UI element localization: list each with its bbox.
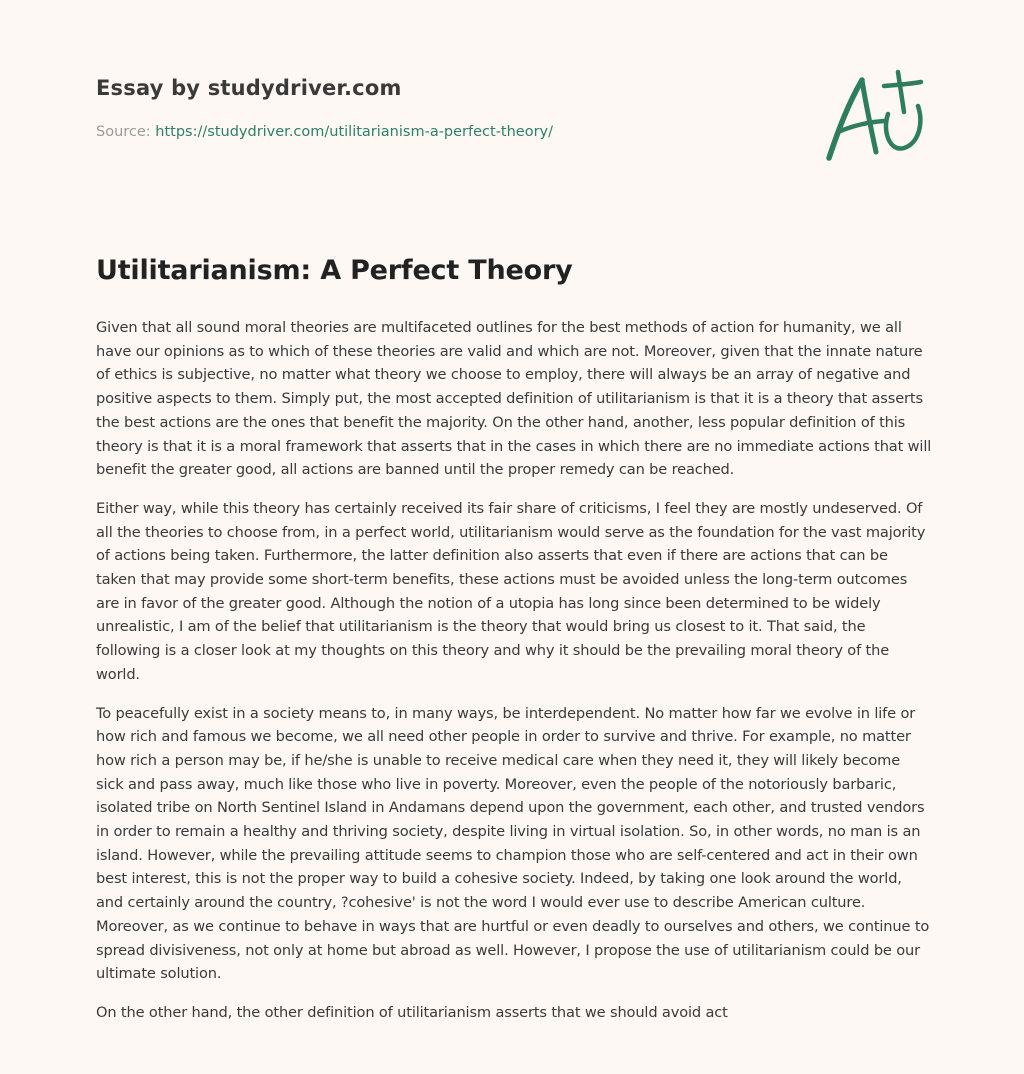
- essay-body: [96, 316, 932, 1040]
- essay-title: Utilitarianism: A Perfect Theory: [96, 255, 573, 286]
- essay-paragraph: Either way, while this theory has certainly received its fair share of criticisms, I feel they are mostly undeserved. Of all the theories to choose from, in a perfect world, utilitarianism would serve as the foundation for the vast majority of actions being taken. Furthermore, the latter definition also asserts that even if there are actions that can be taken that may provide some short-term benefits, these actions must be avoided unless the long-term outcomes are in favor of the greater good. Although the notion of a utopia has long since been determined to be widely unrealistic, I am of the belief that utilitarianism is the theory that would bring us closest to it. That said, the following is a closer look at my thoughts on this theory and why it should be the prevailing moral theory of the world.: [96, 499, 926, 683]
- a-plus-grade-icon: [818, 66, 930, 166]
- site-brand: Essay by studydriver.com: [96, 76, 402, 100]
- essay-paragraph: Given that all sound moral theories are multifaceted outlines for the best methods of action for humanity, we all have our opinions as to which of these theories are valid and which are not. Moreover, given that the innate nature of ethics is subjective, no matter what theory we choose to employ, there will always be an array of negative and positive aspects to them. Simply put, the most accepted definition of utilitarianism is that it is a theory that asserts the best actions are the ones that benefit the majority. On the other hand, another, less popular definition of this theory is that it is a moral framework that asserts that in the cases in which there are no immediate actions that will benefit the greater good, all actions are banned until the proper remedy can be reached.: [96, 319, 932, 479]
- essay-paragraph: On the other hand, the other definition of utilitarianism asserts that we should avoid act: [96, 1003, 728, 1021]
- source-label: Source:: [96, 124, 151, 140]
- source-line: [96, 124, 553, 140]
- source-link[interactable]: https://studydriver.com/utilitarianism-a-perfect-theory/: [155, 124, 554, 140]
- essay-paragraph: To peacefully exist in a society means to, in many ways, be interdependent. No matter how far we evolve in life or how rich and famous we become, we all need other people in order to survive and thrive. For example, no matter how rich a person may be, if he/she is unable to receive medical care when they need it, they will likely become sick and pass away, much like those who live in poverty. Moreover, even the people of the notoriously barbaric, isolated tribe on North Sentinel Island in Andamans depend upon the government, each other, and trusted vendors in order to remain a healthy and thriving society, despite living in virtual isolation. So, in other words, no man is an island. However, while the prevailing attitude seems to champion those who are self-centered and act in their own best interest, this is not the proper way to build a cohesive society. Indeed, by taking one look around the world, and certainly around the country, ?cohesive' is not the word I would ever use to describe American culture. Moreover, as we continue to behave in ways that are hurtful or even deadly to ourselves and others, we continue to spread divisiveness, not only at home but abroad as well. However, I propose the use of utilitarianism could be our ultimate solution.: [96, 704, 930, 983]
